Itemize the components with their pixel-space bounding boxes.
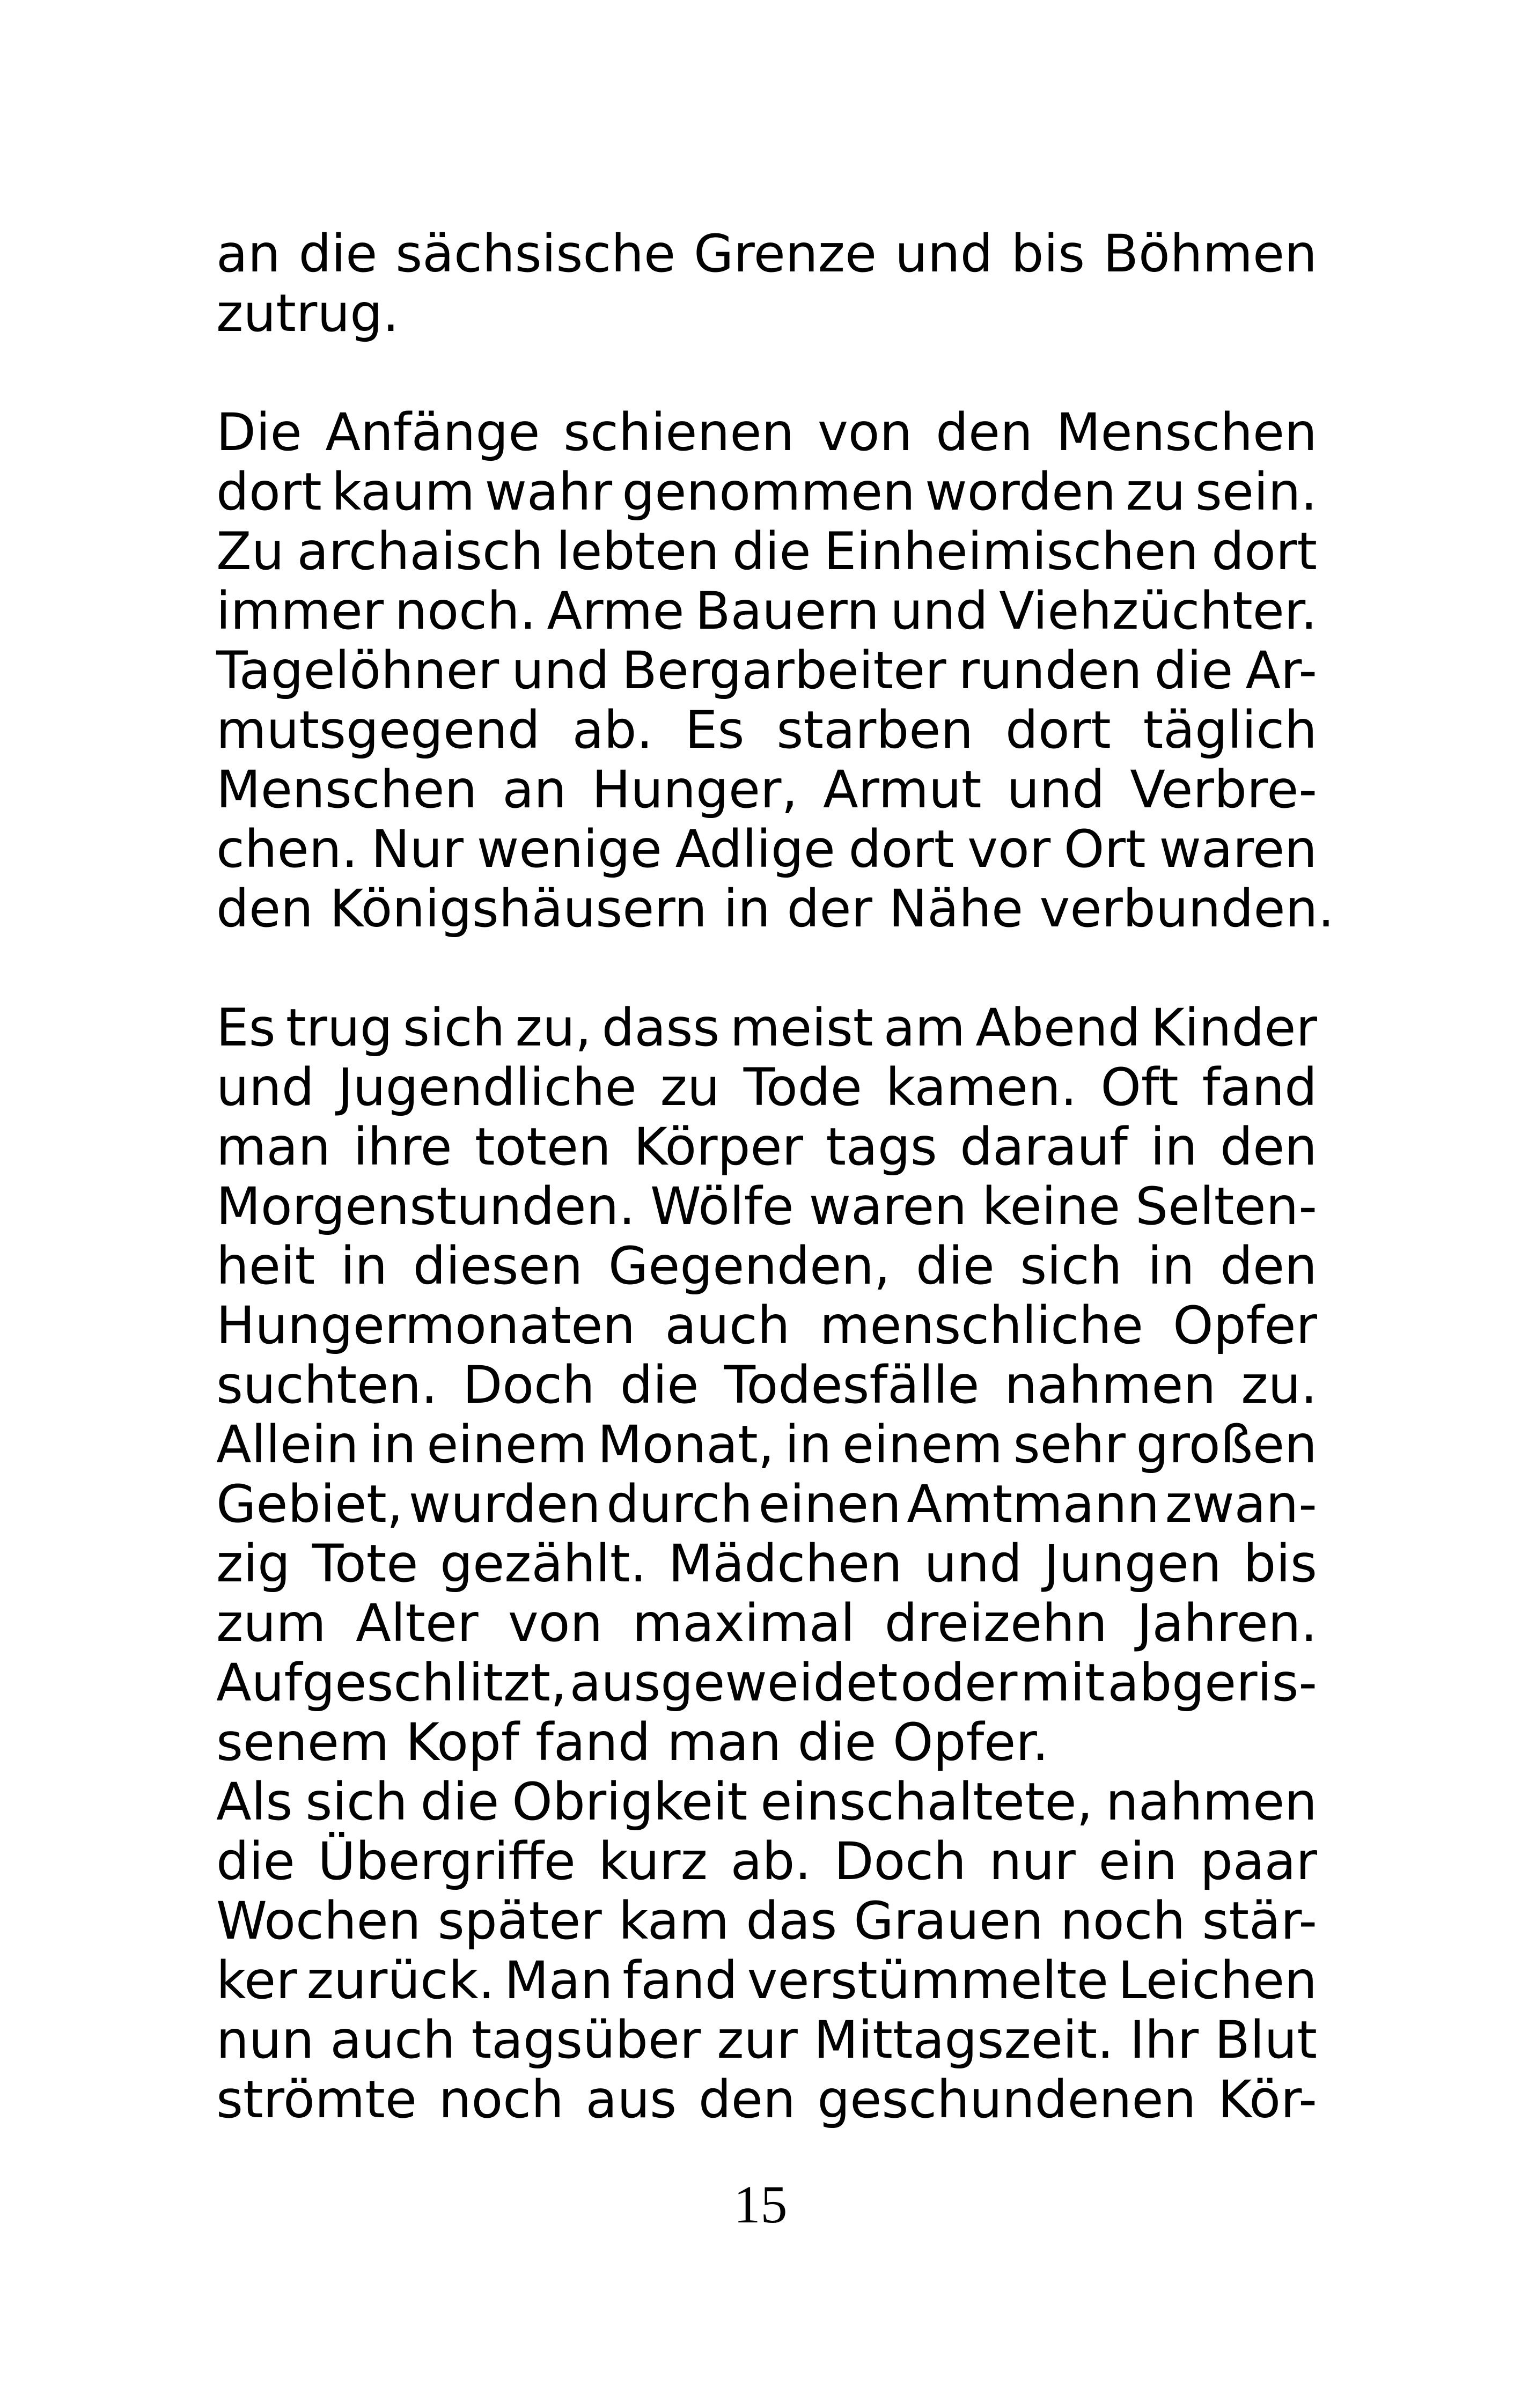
word: Alter bbox=[356, 1593, 479, 1653]
word: Aufgeschlitzt, bbox=[216, 1653, 567, 1713]
word: die bbox=[420, 1772, 499, 1832]
word: Doch bbox=[462, 1355, 595, 1415]
word: Körper bbox=[634, 1117, 804, 1177]
word: von bbox=[508, 1593, 603, 1653]
word: Adlige bbox=[675, 819, 835, 879]
word: den bbox=[936, 402, 1033, 462]
word: waren bbox=[809, 1176, 967, 1236]
word: Grauen bbox=[854, 1891, 1044, 1951]
word: sich bbox=[403, 998, 505, 1058]
word: und bbox=[890, 581, 988, 641]
word: ausgeweidet bbox=[569, 1653, 898, 1713]
word: Armut bbox=[823, 760, 982, 820]
word: den bbox=[698, 2070, 796, 2130]
word: in bbox=[369, 1415, 416, 1475]
word: Bauern bbox=[695, 581, 879, 641]
word: noch bbox=[1060, 1891, 1186, 1951]
word: abgeris- bbox=[1107, 1653, 1317, 1713]
word: ab. bbox=[730, 1831, 811, 1891]
word: Amtmann bbox=[907, 1474, 1160, 1534]
word: kaum bbox=[332, 462, 475, 522]
word: am bbox=[883, 998, 966, 1058]
word: Ar- bbox=[1245, 640, 1317, 701]
word: Bergarbeiter bbox=[621, 640, 946, 701]
word: Wölfe bbox=[650, 1176, 794, 1236]
word: Als bbox=[216, 1772, 293, 1832]
text-line bbox=[216, 1296, 1317, 1356]
word: Jugendliche bbox=[337, 1057, 637, 1117]
word: Ihr bbox=[1129, 2010, 1199, 2070]
word: waren bbox=[1159, 819, 1317, 879]
word: suchten. bbox=[216, 1355, 438, 1415]
word: Grenze bbox=[693, 224, 877, 284]
text-line bbox=[216, 701, 1317, 760]
word: in bbox=[784, 1415, 832, 1475]
word: in bbox=[1148, 1236, 1195, 1296]
paragraph bbox=[216, 1772, 1317, 2130]
text-line bbox=[216, 1653, 1317, 1713]
word: toten bbox=[474, 1117, 611, 1177]
word: Einheimischen bbox=[824, 521, 1199, 581]
word: zu. bbox=[1241, 1355, 1317, 1415]
word: und bbox=[511, 640, 609, 701]
word: darauf bbox=[960, 1117, 1128, 1177]
paragraph-spacer bbox=[216, 343, 1317, 403]
text-line bbox=[216, 1594, 1317, 1653]
word: Opfer bbox=[1173, 1295, 1317, 1356]
word: Böhmen bbox=[1103, 224, 1317, 284]
word: in bbox=[1150, 1117, 1197, 1177]
text-line bbox=[216, 641, 1317, 701]
word: kam bbox=[618, 1891, 730, 1951]
word: tags bbox=[826, 1117, 937, 1177]
word: auch bbox=[665, 1295, 790, 1356]
word: Tode bbox=[743, 1057, 862, 1117]
body-text bbox=[216, 224, 1334, 2130]
word: strömte bbox=[216, 2070, 417, 2130]
text-line: senem Kopf fand man die Opfer. bbox=[216, 1712, 1049, 1772]
word: ein bbox=[1098, 1831, 1178, 1891]
word: zu bbox=[1126, 462, 1186, 522]
word: und bbox=[1006, 760, 1105, 820]
word: sich bbox=[1020, 1236, 1122, 1296]
text-line bbox=[216, 1356, 1317, 1415]
word: nahmen bbox=[1004, 1355, 1216, 1415]
word: zum bbox=[216, 1593, 326, 1653]
paragraph-spacer bbox=[216, 939, 1317, 998]
text-line bbox=[216, 1236, 1317, 1296]
word: Blut bbox=[1214, 2010, 1317, 2070]
word: Wochen bbox=[216, 1891, 421, 1951]
word: oder bbox=[900, 1653, 1018, 1713]
word: von bbox=[817, 402, 913, 462]
word: lebten bbox=[556, 521, 719, 581]
word: dort bbox=[1211, 521, 1317, 581]
text-line bbox=[216, 1177, 1317, 1236]
word: dort bbox=[1005, 700, 1111, 760]
word: und bbox=[924, 1534, 1023, 1594]
word: aus bbox=[585, 2070, 677, 2130]
word: dort bbox=[848, 819, 954, 879]
word: tagsüber bbox=[471, 2010, 701, 2070]
word: Zu bbox=[216, 521, 284, 581]
word: Es bbox=[216, 998, 276, 1058]
word: die bbox=[298, 224, 378, 284]
word: genommen bbox=[622, 462, 915, 522]
text-line bbox=[216, 403, 1317, 462]
word: Kinder bbox=[1151, 998, 1317, 1058]
word: Doch bbox=[834, 1831, 966, 1891]
word: worden bbox=[925, 462, 1116, 522]
word: archaisch bbox=[297, 521, 543, 581]
word: stär- bbox=[1202, 1891, 1317, 1951]
text-line bbox=[216, 462, 1317, 522]
word: durch bbox=[606, 1474, 753, 1534]
word: später bbox=[437, 1891, 602, 1951]
text-line bbox=[216, 1534, 1317, 1594]
word: trug bbox=[285, 998, 393, 1058]
word: starben bbox=[776, 700, 974, 760]
text-line bbox=[216, 2070, 1317, 2130]
word: geschundenen bbox=[817, 2070, 1196, 2130]
text-line bbox=[216, 2011, 1317, 2070]
word: die bbox=[620, 1355, 699, 1415]
text-line bbox=[216, 224, 1317, 284]
word: Die bbox=[216, 402, 302, 462]
text-line bbox=[216, 581, 1317, 641]
word: vor bbox=[967, 819, 1051, 879]
word: Kör- bbox=[1218, 2070, 1317, 2130]
word: keine bbox=[982, 1176, 1121, 1236]
text-line bbox=[216, 1772, 1317, 1832]
word: kurz bbox=[598, 1831, 708, 1891]
word: meist bbox=[730, 998, 873, 1058]
word: sehr bbox=[1013, 1415, 1126, 1475]
word: nur bbox=[989, 1831, 1076, 1891]
word: mit bbox=[1020, 1653, 1105, 1713]
text-line bbox=[216, 760, 1317, 820]
word: zu bbox=[660, 1057, 720, 1117]
word: die bbox=[216, 1831, 295, 1891]
word: zurück. bbox=[306, 1950, 495, 2011]
word: Morgenstunden. bbox=[216, 1176, 635, 1236]
word: dass bbox=[601, 998, 720, 1058]
word: und bbox=[895, 224, 993, 284]
word: auch bbox=[330, 2010, 455, 2070]
word: Ort bbox=[1063, 819, 1146, 879]
word: einen bbox=[758, 1474, 901, 1534]
word: bis bbox=[1011, 224, 1085, 284]
word: fand bbox=[622, 1950, 738, 2011]
word: täglich bbox=[1143, 700, 1317, 760]
word: Mädchen bbox=[668, 1534, 902, 1594]
text-line bbox=[216, 1832, 1317, 1891]
word: dreizehn bbox=[884, 1593, 1107, 1653]
text-line bbox=[216, 1891, 1317, 1951]
word: Selten- bbox=[1135, 1176, 1317, 1236]
word: den bbox=[1220, 1236, 1317, 1296]
word: Menschen bbox=[216, 760, 477, 820]
word: bis bbox=[1243, 1534, 1317, 1594]
word: schienen bbox=[563, 402, 795, 462]
word: zwan- bbox=[1165, 1474, 1317, 1534]
word: Viehzüchter. bbox=[999, 581, 1317, 641]
word: Nur bbox=[371, 819, 464, 879]
word: in bbox=[340, 1236, 388, 1296]
word: zu, bbox=[515, 998, 592, 1058]
word: Arme bbox=[547, 581, 685, 641]
word: Oft bbox=[1100, 1057, 1179, 1117]
word: heit bbox=[216, 1236, 315, 1296]
word: Jahren. bbox=[1137, 1593, 1317, 1653]
word: Gegenden, bbox=[608, 1236, 891, 1296]
word: sich bbox=[305, 1772, 408, 1832]
word: die bbox=[1154, 640, 1233, 701]
word: nun bbox=[216, 2010, 314, 2070]
word: immer bbox=[216, 581, 384, 641]
word: großen bbox=[1136, 1415, 1317, 1475]
word: und bbox=[216, 1057, 314, 1117]
text-line bbox=[216, 820, 1317, 879]
word: Anfänge bbox=[325, 402, 540, 462]
text-line bbox=[216, 998, 1317, 1058]
word: noch bbox=[438, 2070, 564, 2130]
word: Todesfälle bbox=[724, 1355, 980, 1415]
word: maximal bbox=[632, 1593, 855, 1653]
word: fand bbox=[1202, 1057, 1317, 1117]
word: kamen. bbox=[885, 1057, 1077, 1117]
word: Allein bbox=[216, 1415, 359, 1475]
word: an bbox=[502, 760, 567, 820]
text-line bbox=[216, 1475, 1317, 1534]
word: Leichen bbox=[1118, 1950, 1317, 2011]
text-line bbox=[216, 522, 1317, 581]
word: Verbre- bbox=[1130, 760, 1317, 820]
word: sächsische bbox=[395, 224, 676, 284]
text-line bbox=[216, 1117, 1317, 1177]
word: noch. bbox=[394, 581, 537, 641]
word: menschliche bbox=[819, 1295, 1143, 1356]
word: Man bbox=[504, 1950, 613, 2011]
word: Abend bbox=[975, 998, 1141, 1058]
text-line bbox=[216, 1415, 1317, 1475]
word: Tote bbox=[312, 1534, 418, 1594]
text-line: den Königshäusern in der Nähe verbunden. bbox=[216, 879, 1334, 939]
word: Hungermonaten bbox=[216, 1295, 636, 1356]
word: Monat, bbox=[597, 1415, 775, 1475]
paragraph bbox=[216, 224, 1317, 343]
word: wenige bbox=[476, 819, 662, 879]
word: ihre bbox=[353, 1117, 452, 1177]
word: dort bbox=[216, 462, 322, 522]
word: Tagelöhner bbox=[216, 640, 499, 701]
page-number: 15 bbox=[733, 2175, 788, 2234]
word: Es bbox=[685, 700, 745, 760]
word: Hunger, bbox=[592, 760, 798, 820]
word: die bbox=[916, 1236, 995, 1296]
word: chen. bbox=[216, 819, 358, 879]
word: ker bbox=[216, 1950, 297, 2011]
word: den bbox=[1220, 1117, 1317, 1177]
word: zig bbox=[216, 1534, 290, 1594]
word: nahmen bbox=[1106, 1772, 1317, 1832]
word: Übergriffe bbox=[318, 1831, 576, 1891]
word: wurden bbox=[408, 1474, 601, 1534]
word: einschaltete, bbox=[760, 1772, 1093, 1832]
paragraph bbox=[216, 998, 1317, 1772]
text-line bbox=[216, 1951, 1317, 2011]
word: verstümmelte bbox=[747, 1950, 1108, 2011]
word: die bbox=[732, 521, 811, 581]
word: an bbox=[216, 224, 281, 284]
word: sein. bbox=[1195, 462, 1317, 522]
word: einem bbox=[427, 1415, 587, 1475]
word: mutsgegend bbox=[216, 700, 540, 760]
word: diesen bbox=[413, 1236, 583, 1296]
word: man bbox=[216, 1117, 331, 1177]
word: ab. bbox=[572, 700, 653, 760]
word: das bbox=[746, 1891, 837, 1951]
word: runden bbox=[958, 640, 1142, 701]
word: Jungen bbox=[1044, 1534, 1222, 1594]
word: paar bbox=[1200, 1831, 1317, 1891]
word: gezählt. bbox=[440, 1534, 647, 1594]
text-line: zutrug. bbox=[216, 283, 399, 343]
word: Menschen bbox=[1056, 402, 1317, 462]
word: Mittagszeit. bbox=[813, 2010, 1114, 2070]
word: zur bbox=[717, 2010, 798, 2070]
word: einem bbox=[842, 1415, 1003, 1475]
text-line bbox=[216, 1058, 1317, 1117]
paragraph bbox=[216, 402, 1334, 939]
word: wahr bbox=[484, 462, 613, 522]
word: Gebiet, bbox=[216, 1474, 403, 1534]
word: Obrigkeit bbox=[512, 1772, 748, 1832]
